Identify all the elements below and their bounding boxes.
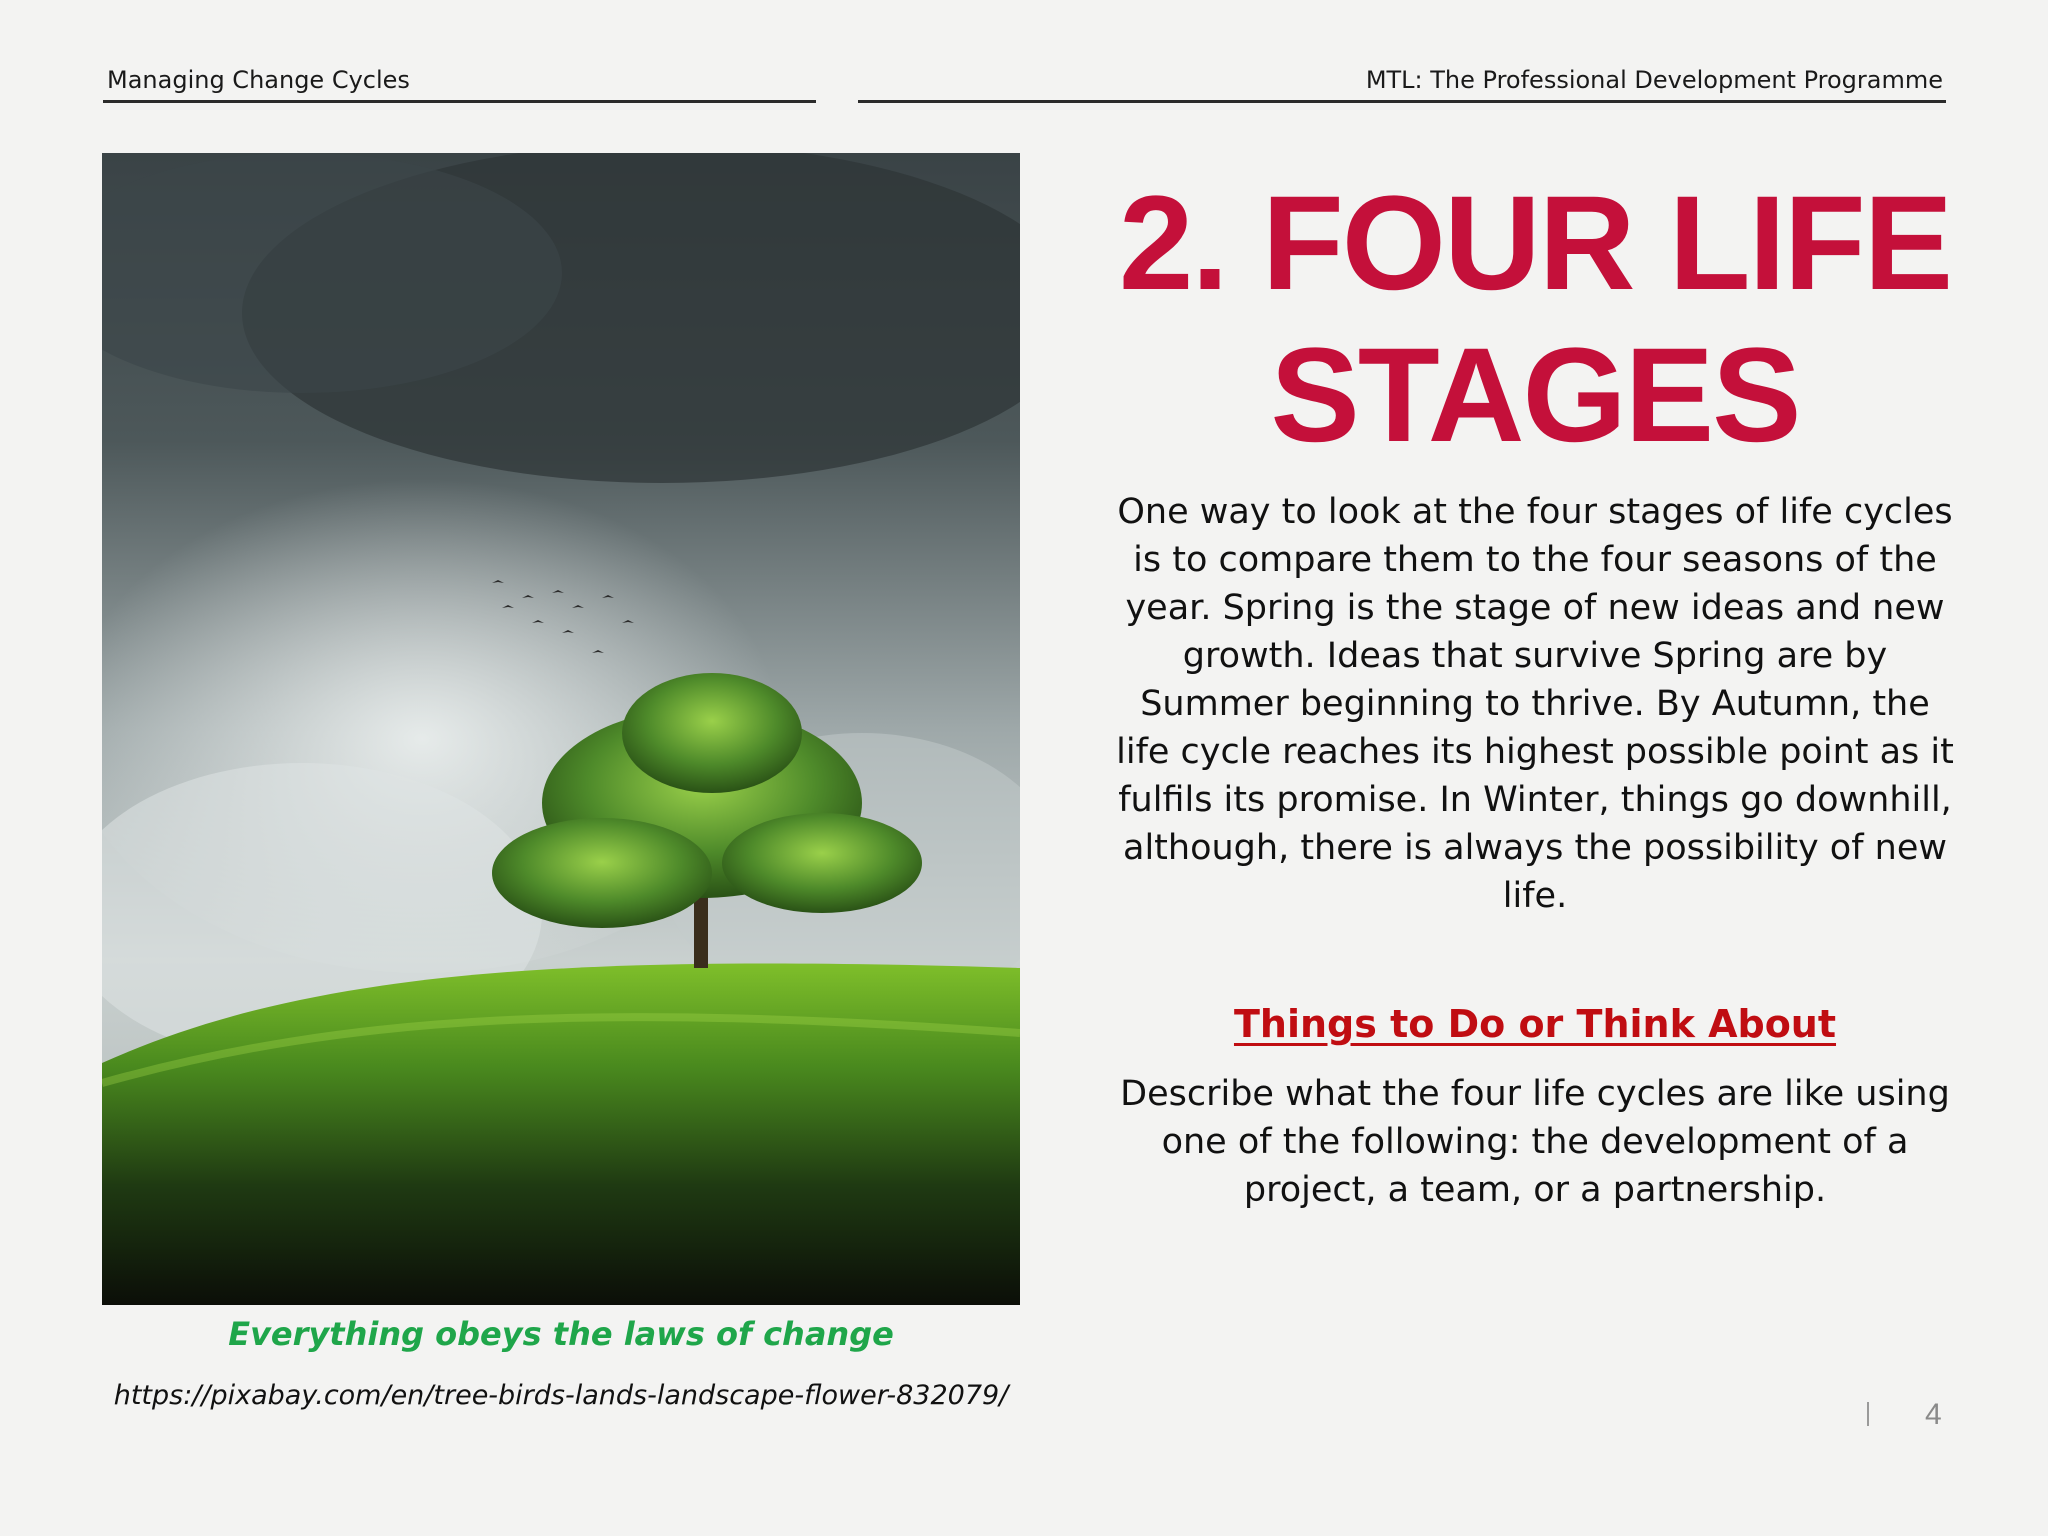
- header-rule-left: [103, 100, 816, 103]
- tree-landscape-photo: [102, 153, 1020, 1305]
- image-caption: Everything obeys the laws of change: [228, 1315, 894, 1353]
- header-rule-right: [858, 100, 1946, 103]
- header-right-title: MTL: The Professional Development Programme: [1365, 66, 1943, 94]
- body-paragraph: One way to look at the four stages of life cycles is to compare them to the four seasons of the year. Spring is the stage of new ideas and new growth. Ideas that survive Spring are by Summer beginning to thrive. By Autumn, the life cycle reaches its highest possible point as it fulfils its promise. In Winter, things go downhill, although, there is always the possibility of new life.: [1116, 492, 1954, 916]
- task-paragraph: Describe what the four life cycles are like using one of the following: the development of a project, a team, or a partnership.: [1120, 1074, 1950, 1210]
- page-number: 4: [1925, 1398, 1942, 1431]
- header-left-title: Managing Change Cycles: [107, 66, 410, 94]
- task-heading: Things to Do or Think About: [1233, 1002, 1837, 1046]
- page-title: 2. FOUR LIFE STAGES: [1118, 169, 1952, 470]
- image-source-url: https://pixabay.com/en/tree-birds-lands-landscape-flower-832079/: [113, 1380, 1009, 1411]
- page-number-separator: [1867, 1402, 1869, 1426]
